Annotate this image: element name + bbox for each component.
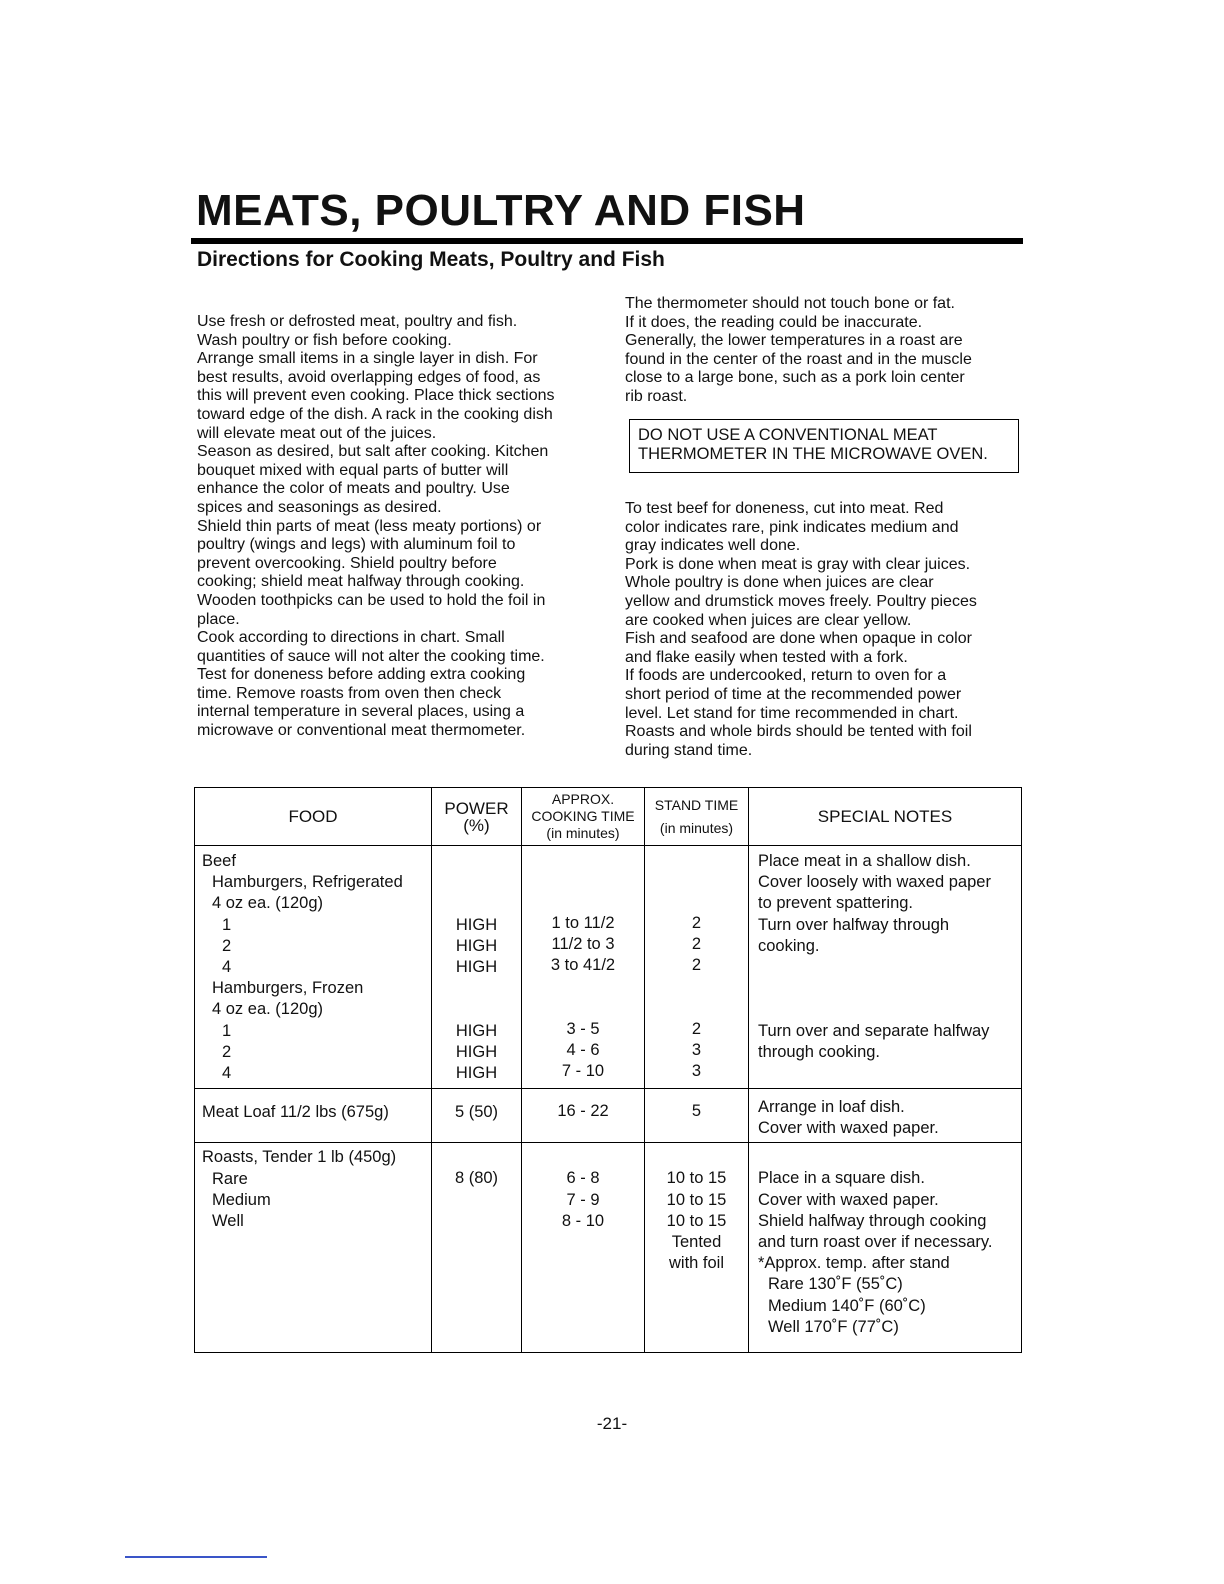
- text-line: Generally, the lower temperatures in a roast are: [625, 332, 963, 350]
- food-line: 4 oz ea. (120g): [212, 1000, 323, 1019]
- note-line: Place meat in a shallow dish.: [758, 852, 971, 870]
- warning-box: [629, 419, 1019, 473]
- text-line: internal temperature in several places, using a: [197, 703, 525, 721]
- power-value: HIGH: [455, 1021, 498, 1040]
- roasts-stand-cell: [645, 1143, 749, 1353]
- food-line: 4 oz ea. (120g): [212, 894, 323, 913]
- footer-link-underline: [125, 1556, 267, 1558]
- cook-time-value: 8 - 10: [561, 1211, 605, 1230]
- header-power-line2: (%): [463, 815, 490, 835]
- note-line: Shield halfway through cooking: [758, 1211, 987, 1230]
- text-line: enhance the color of meats and poultry. Use: [197, 480, 510, 498]
- header-cook-line3: (in minutes): [546, 825, 620, 841]
- table-row-beef: [195, 846, 1022, 1089]
- text-line: time. Remove roasts from oven then check: [197, 684, 502, 702]
- cooking-chart: [194, 787, 1022, 1353]
- meatloaf-cook-cell: [522, 1089, 645, 1143]
- text-line: THERMOMETER IN THE MICROWAVE OVEN.: [638, 444, 988, 463]
- title-rule: [191, 238, 1023, 244]
- text-line: place.: [197, 610, 240, 628]
- cook-time-value: 7 - 10: [561, 1061, 605, 1080]
- roasts-notes-cell: [749, 1143, 1022, 1353]
- food-line: Roasts, Tender 1 lb (450g): [202, 1148, 397, 1167]
- header-stand-line1: STAND TIME: [654, 796, 739, 813]
- header-cooking-time: [522, 788, 645, 846]
- cook-time-value: 11/2 to 3: [551, 934, 615, 953]
- text-line: rib roast.: [625, 387, 688, 405]
- food-line: 1: [222, 915, 232, 934]
- cook-time-value: 3 to 41/2: [550, 955, 616, 974]
- food-line: 2: [222, 936, 232, 955]
- power-value: HIGH: [455, 915, 498, 934]
- power-value: HIGH: [455, 957, 498, 976]
- food-line: 1: [222, 1021, 232, 1040]
- power-value: 8 (80): [454, 1169, 499, 1188]
- text-line: If it does, the reading could be inaccurate.: [625, 313, 923, 331]
- text-line: toward edge of the dish. A rack in the cooking dish: [197, 405, 553, 423]
- text-line: gray indicates well done.: [625, 537, 801, 555]
- note-line: Cover with waxed paper.: [758, 1190, 939, 1209]
- power-value: HIGH: [455, 1042, 498, 1061]
- text-line: color indicates rare, pink indicates medium and: [625, 518, 959, 536]
- food-line: 4: [222, 1063, 232, 1082]
- stand-time-value: Tented: [671, 1233, 722, 1251]
- note-temp-line: Medium 140˚F (60˚C): [768, 1296, 926, 1315]
- note-temp-line: Rare 130˚F (55˚C): [768, 1275, 903, 1294]
- header-stand-line2: (in minutes): [659, 819, 734, 836]
- note-line: and turn roast over if necessary.: [758, 1233, 993, 1251]
- stand-time-value: 10 to 15: [666, 1211, 727, 1230]
- food-line: 2: [222, 1042, 232, 1061]
- text-line: microwave or conventional meat thermometer.: [197, 722, 526, 740]
- stand-time-value: 10 to 15: [666, 1190, 727, 1209]
- food-line: Hamburgers, Frozen: [212, 979, 364, 998]
- page-number: -21-: [596, 1414, 628, 1433]
- beef-stand-cell: [645, 846, 749, 1089]
- text-line: will elevate meat out of the juices.: [197, 424, 437, 442]
- stand-time-value: 2: [691, 955, 702, 974]
- note-line: to prevent spattering.: [758, 894, 914, 913]
- text-line: poultry (wings and legs) with aluminum foil to: [197, 536, 516, 554]
- note-line: Turn over and separate halfway: [758, 1021, 990, 1040]
- note-line: Cover with waxed paper.: [758, 1119, 939, 1138]
- note-temp-line: Well 170˚F (77˚C): [768, 1317, 899, 1336]
- beef-cook-cell: [522, 846, 645, 1089]
- text-line: this will prevent even cooking. Place thick sections: [197, 387, 555, 405]
- text-line: DO NOT USE A CONVENTIONAL MEAT: [638, 426, 938, 444]
- text-line: bouquet mixed with equal parts of butter will: [197, 461, 509, 479]
- text-line: Whole poultry is done when juices are clear: [625, 574, 934, 592]
- beef-notes-cell: [749, 846, 1022, 1089]
- text-line: found in the center of the roast and in the muscle: [625, 350, 972, 368]
- cook-time-value: 4 - 6: [566, 1040, 600, 1059]
- power-value: 5 (50): [454, 1103, 499, 1122]
- cook-time-value: 7 - 9: [566, 1190, 600, 1209]
- power-value: HIGH: [455, 936, 498, 955]
- text-line: and flake easily when tested with a fork.: [625, 648, 908, 666]
- stand-time-value: 2: [691, 1019, 702, 1038]
- section-subtitle: Directions for Cooking Meats, Poultry and Fish: [197, 248, 665, 271]
- text-line: Cook according to directions in chart. Small: [197, 629, 505, 647]
- beef-food-cell: [195, 846, 432, 1089]
- meatloaf-stand-cell: [645, 1089, 749, 1143]
- note-line: Place in a square dish.: [758, 1169, 925, 1188]
- note-line: Cover loosely with waxed paper: [758, 873, 991, 892]
- text-line: Arrange small items in a single layer in dish. For: [197, 350, 538, 368]
- text-line: prevent overcooking. Shield poultry before: [197, 554, 497, 572]
- text-line: cooking; shield meat halfway through cooking.: [197, 573, 525, 591]
- meatloaf-notes-cell: [749, 1089, 1022, 1143]
- header-power: [432, 788, 522, 846]
- right-column-text-bottom: [625, 500, 1025, 760]
- note-line: *Approx. temp. after stand: [758, 1254, 950, 1273]
- text-line: Wooden toothpicks can be used to hold the foil in: [197, 591, 546, 609]
- food-line: Hamburgers, Refrigerated: [212, 873, 403, 892]
- stand-time-value: 3: [691, 1061, 702, 1080]
- note-line: through cooking.: [758, 1042, 881, 1061]
- header-cook-line1: APPROX.: [551, 791, 615, 807]
- stand-time-value: with foil: [668, 1254, 725, 1273]
- food-line: Meat Loaf 11/2 lbs (675g): [202, 1103, 389, 1122]
- meatloaf-power-cell: [432, 1089, 522, 1143]
- text-line: Use fresh or defrosted meat, poultry and fish.: [197, 313, 518, 330]
- power-value: HIGH: [455, 1063, 498, 1082]
- roasts-food-cell: [195, 1143, 432, 1353]
- food-line: 4: [222, 957, 232, 976]
- text-line: Test for doneness before adding extra cooking: [197, 666, 526, 684]
- stand-time-value: 5: [691, 1102, 702, 1121]
- note-line: Turn over halfway through: [758, 915, 950, 934]
- header-food: FOOD: [195, 788, 432, 846]
- meatloaf-food-cell: [195, 1089, 432, 1143]
- roasts-power-cell: [432, 1143, 522, 1353]
- stand-time-value: 2: [691, 913, 702, 932]
- cook-time-value: 16 - 22: [557, 1102, 609, 1121]
- left-column-text: [197, 313, 607, 741]
- stand-time-value: 10 to 15: [666, 1169, 727, 1188]
- text-line: are cooked when juices are clear yellow.: [625, 611, 912, 629]
- text-line: Roasts and whole birds should be tented with foil: [625, 723, 972, 741]
- food-line: Beef: [202, 852, 236, 870]
- roasts-cook-cell: [522, 1143, 645, 1353]
- cook-time-value: 6 - 8: [566, 1169, 600, 1188]
- text-line: yellow and drumstick moves freely. Poultry pieces: [625, 592, 977, 610]
- text-line: Shield thin parts of meat (less meaty portions) or: [197, 517, 542, 535]
- food-line: Rare: [212, 1169, 248, 1188]
- header-cook-line2: COOKING TIME: [531, 808, 635, 824]
- text-line: Fish and seafood are done when opaque in color: [625, 630, 972, 648]
- text-line: Pork is done when meat is gray with clear juices.: [625, 555, 971, 573]
- stand-time-value: 2: [691, 934, 702, 953]
- text-line: quantities of sauce will not alter the cooking time.: [197, 647, 545, 665]
- beef-power-cell: [432, 846, 522, 1089]
- header-power-line1: POWER: [444, 798, 509, 818]
- food-line: Medium: [212, 1190, 271, 1209]
- note-line: cooking.: [758, 936, 820, 955]
- cook-time-value: 1 to 11/2: [551, 913, 615, 932]
- text-line: close to a large bone, such as a pork loin center: [625, 369, 965, 387]
- page-title: MEATS, POULTRY AND FISH: [196, 186, 806, 235]
- cook-time-value: 3 - 5: [566, 1019, 600, 1038]
- food-line: Well: [212, 1212, 244, 1230]
- text-line: Season as desired, but salt after cooking. Kitchen: [197, 443, 549, 461]
- text-line: Wash poultry or fish before cooking.: [197, 331, 452, 349]
- right-column-text-top: [625, 295, 1025, 407]
- text-line: during stand time.: [625, 741, 753, 759]
- text-line: If foods are undercooked, return to oven for a: [625, 667, 947, 685]
- header-stand-time: [645, 788, 749, 846]
- text-line: best results, avoid overlapping edges of food, as: [197, 368, 541, 386]
- text-line: short period of time at the recommended power: [625, 685, 962, 703]
- text-line: spices and seasonings as desired.: [197, 498, 442, 516]
- header-special-notes: SPECIAL NOTES: [749, 788, 1022, 846]
- table-row-meatloaf: [195, 1089, 1022, 1143]
- text-line: The thermometer should not touch bone or fat.: [625, 295, 955, 312]
- text-line: level. Let stand for time recommended in chart.: [625, 704, 959, 722]
- stand-time-value: 3: [691, 1040, 702, 1059]
- note-line: Arrange in loaf dish.: [758, 1098, 905, 1117]
- table-row-roasts: [195, 1143, 1022, 1353]
- text-line: To test beef for doneness, cut into meat. Red: [625, 500, 944, 517]
